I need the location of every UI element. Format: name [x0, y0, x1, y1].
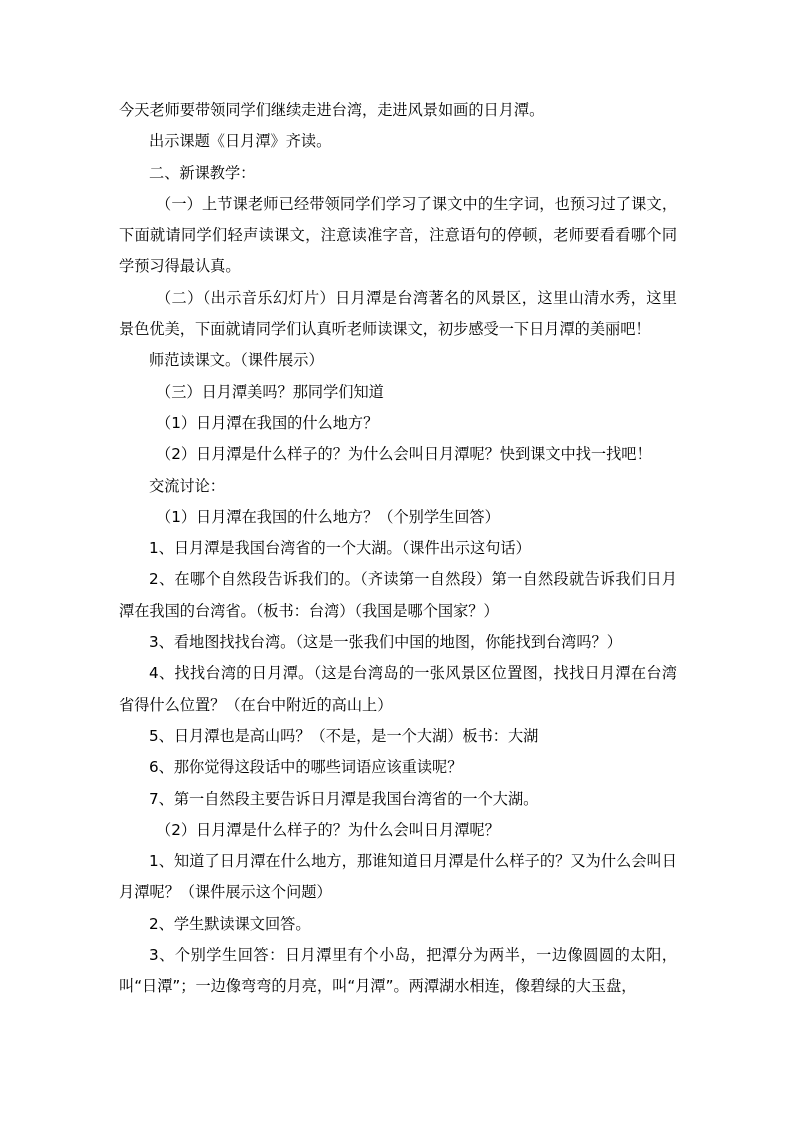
paragraph: 交流讨论：: [149, 476, 225, 495]
paragraph: （三）日月潭美吗？那同学们知道: [156, 382, 384, 401]
list-item: （2）日月潭是什么样子的？为什么会叫日月潭呢？: [156, 820, 500, 839]
list-item: 3、个别学生回答：日月潭里有个小岛，把潭分为两半，一边像圆圆的太阳，叫“日潭”；一边像弯弯的月亮，叫“月潭”。两潭湖水相连，像碧绿的大玉盘，: [119, 946, 677, 996]
list-item: （1）日月潭在我国的什么地方？（个别学生回答）: [156, 507, 500, 526]
list-item: 7、第一自然段主要告诉日月潭是我国台湾省的一个大湖。: [149, 789, 539, 808]
list-item: 2、在哪个自然段告诉我们的。（齐读第一自然段）第一自然段就告诉我们日月潭在我国的台湾省。（板书：台湾）（我国是哪个国家？）: [119, 570, 677, 620]
document-body: [119, 95, 677, 1003]
list-item: 3、看地图找找台湾。（这是一张我们中国的地图，你能找到台湾吗？）: [149, 633, 622, 652]
list-item: 5、日月潭也是高山吗？（不是，是一个大湖）板书：大湖: [149, 726, 539, 745]
list-item: 4、找找台湾的日月潭。（这是台湾岛的一张风景区位置图，找找日月潭在台湾省得什么位置？（在台中附近的高山上）: [119, 664, 677, 714]
list-item: 6、那你觉得这段话中的哪些词语应该重读呢？: [149, 758, 463, 777]
paragraph: （一）上节课老师已经带领同学们学习了课文中的生字词，也预习过了课文，下面就请同学们轻声读课文，注意读准字音，注意语句的停顿，老师要看看哪个同学预习得最认真。: [119, 194, 677, 276]
paragraph: 出示课题《日月潭》齐读。: [149, 132, 332, 151]
paragraph: 今天老师要带领同学们继续走进台湾，走进风景如画的日月潭。: [119, 101, 545, 119]
list-item: （2）日月潭是什么样子的？为什么会叫日月潭呢？快到课文中找一找吧！: [156, 445, 652, 464]
list-item: 1、知道了日月潭在什么地方，那谁知道日月潭是什么样子的？又为什么会叫日月潭呢？（课件展示这个问题）: [119, 852, 677, 902]
paragraph: （二）（出示音乐幻灯片）日月潭是台湾著名的风景区，这里山清水秀，这里景色优美，下面就请同学们认真听老师读课文，初步感受一下日月潭的美丽吧！: [119, 288, 677, 339]
list-item: 2、学生默读课文回答。: [149, 914, 311, 933]
section-heading: 二、新课教学：: [149, 163, 256, 182]
list-item: 1、日月潭是我国台湾省的一个大湖。（课件出示这句话）: [149, 539, 531, 558]
paragraph: 师范读课文。（课件展示）: [149, 351, 324, 370]
list-item: （1）日月潭在我国的什么地方？: [156, 413, 379, 432]
